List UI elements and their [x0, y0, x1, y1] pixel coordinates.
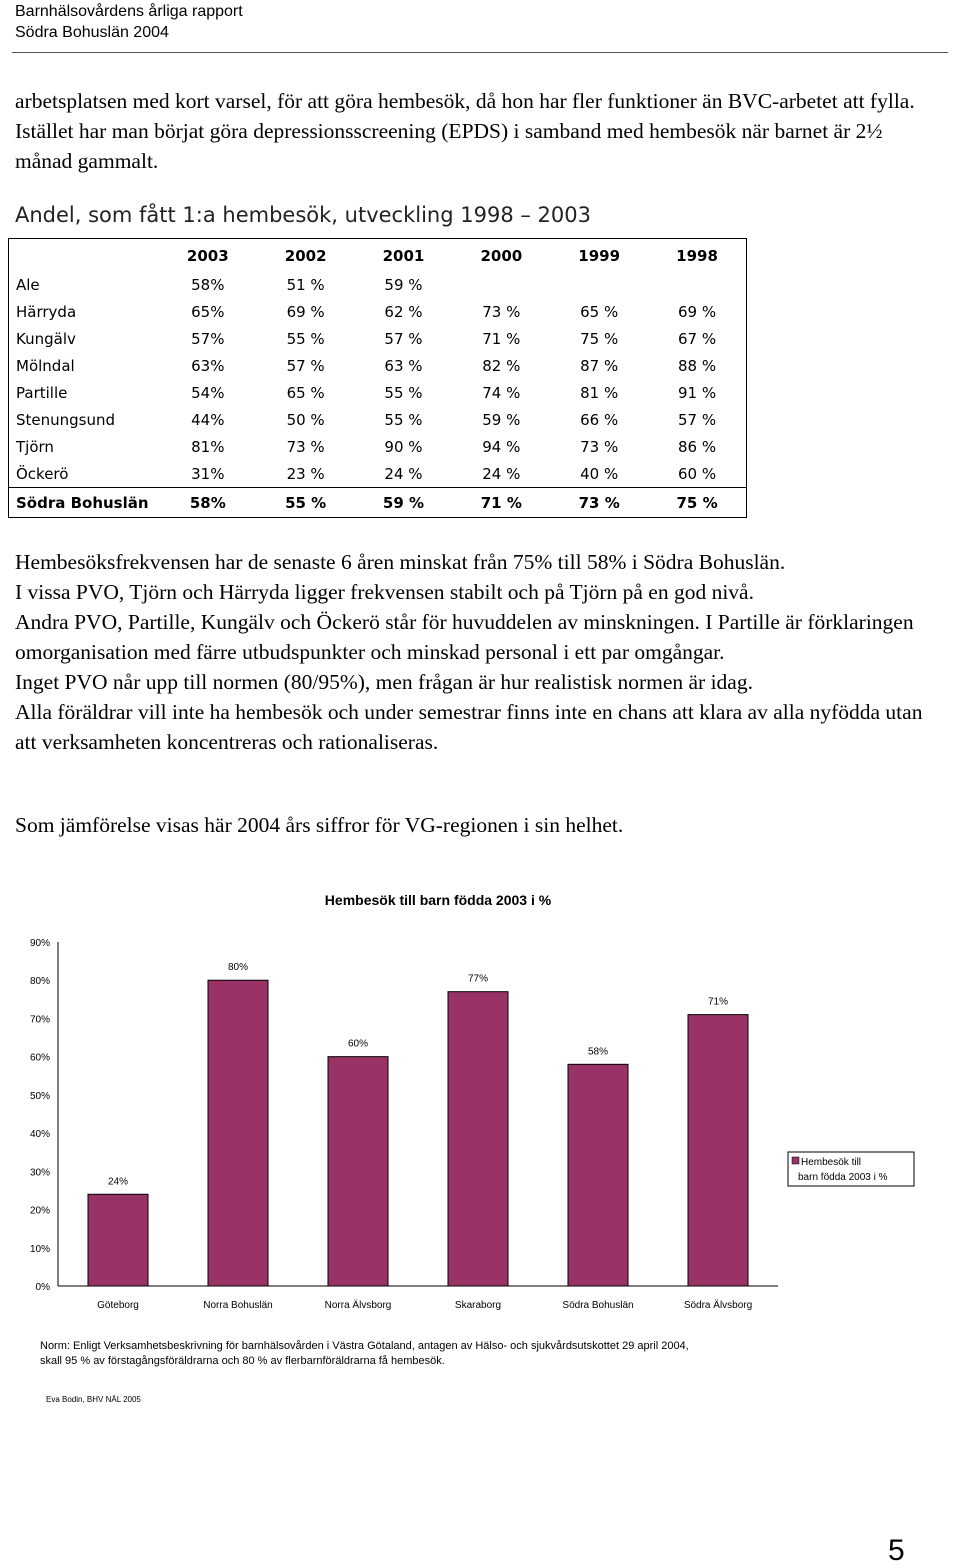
- year-header: 2003: [186, 247, 229, 265]
- table-header-row: [9, 239, 747, 272]
- year-header: 2002: [284, 247, 327, 265]
- analysis-paragraph: I vissa PVO, Tjörn och Härryda ligger frekvensen stabilt och på Tjörn på en god nivå.: [15, 580, 754, 604]
- percentage-cell: 87 %: [580, 356, 619, 375]
- percentage-cell: 59 %: [384, 275, 423, 294]
- y-tick-label: 10%: [29, 1243, 50, 1255]
- percentage-cell: 65 %: [580, 302, 619, 321]
- x-category-label: Södra Älvsborg: [683, 1300, 753, 1311]
- bar-value-label: 71%: [707, 996, 729, 1008]
- percentage-cell: 91 %: [677, 383, 717, 402]
- y-tick-label: 30%: [29, 1167, 50, 1179]
- x-category-label: Göteborg: [97, 1300, 139, 1311]
- table-row: [9, 298, 747, 325]
- analysis-text: [15, 547, 945, 757]
- percentage-cell: 57 %: [286, 356, 325, 375]
- header-rule: [12, 52, 948, 53]
- intro-text: arbetsplatsen med kort varsel, för att göra hembesök, då hon har fler funktioner än BVC-arbetet att fylla. Istället har man börjat göra depressionsscreening (EPDS) i samband med hembesök när barnet är 2½ månad gammalt.: [15, 89, 915, 173]
- home-visit-table: [8, 238, 747, 518]
- legend-label-line: Hembesök till: [801, 1157, 862, 1168]
- bar-chart: [0, 880, 960, 1330]
- y-tick-label: 80%: [29, 976, 50, 988]
- percentage-cell: 57%: [191, 329, 225, 348]
- y-tick-label: 40%: [29, 1129, 50, 1141]
- year-header: 2000: [480, 247, 523, 265]
- x-category-label: Södra Bohuslän: [562, 1300, 634, 1311]
- table-title: Andel, som fått 1:a hembesök, utveckling 1998 – 2003: [15, 203, 591, 227]
- bar: [328, 1057, 388, 1286]
- municipality-name: Ale: [16, 275, 40, 294]
- bar: [88, 1194, 148, 1286]
- table-row: [9, 271, 747, 298]
- percentage-cell: 73 %: [550, 488, 648, 518]
- percentage-cell: 88 %: [677, 356, 717, 375]
- table-row: [9, 433, 747, 460]
- municipality-name: Tjörn: [16, 437, 54, 456]
- percentage-cell: 59 %: [355, 488, 453, 518]
- author-credit: Eva Bodin, BHV NÄL 2005: [46, 1395, 141, 1404]
- x-category-label: Skaraborg: [454, 1300, 502, 1311]
- percentage-cell: 57 %: [677, 410, 717, 429]
- percentage-cell: 65 %: [286, 383, 325, 402]
- percentage-cell: 24 %: [482, 464, 521, 483]
- percentage-cell: 75 %: [580, 329, 619, 348]
- municipality-name: Södra Bohuslän: [9, 488, 159, 518]
- analysis-paragraph: Alla föräldrar vill inte ha hembesök och under semestrar finns inte en chans att klara av alla nyfödda utan att verksamheten koncentreras och rationaliseras.: [15, 700, 923, 754]
- norm-note-line: Norm: Enligt Verksamhetsbeskrivning för barnhälsovården i Västra Götaland, antagen av Hälso- och sjukvårdsutskottet 29 april 2004,: [40, 1340, 689, 1352]
- legend-label-line: barn födda 2003 i %: [798, 1172, 888, 1183]
- percentage-cell: 60 %: [677, 464, 717, 483]
- bar-value-label: 60%: [347, 1038, 369, 1050]
- norm-note-line: skall 95 % av förstagångsföräldrarna och 80 % av flerbarnföräldrarna få hembesök.: [40, 1355, 445, 1367]
- percentage-cell: 50 %: [286, 410, 325, 429]
- chart-title: Hembesök till barn födda 2003 i %: [324, 892, 552, 908]
- y-tick-label: 50%: [29, 1090, 50, 1102]
- percentage-cell: 58%: [191, 275, 225, 294]
- bar: [688, 1015, 748, 1286]
- bar-value-label: 77%: [467, 973, 489, 985]
- table-total-row: [9, 488, 747, 518]
- table-row: [9, 379, 747, 406]
- percentage-cell: 67 %: [677, 329, 717, 348]
- table-row: [9, 460, 747, 488]
- bar: [208, 980, 268, 1286]
- percentage-cell: 71 %: [452, 488, 550, 518]
- percentage-cell: 82 %: [482, 356, 521, 375]
- percentage-cell: 54%: [191, 383, 225, 402]
- percentage-cell: 73 %: [482, 302, 521, 321]
- percentage-cell: 66 %: [580, 410, 619, 429]
- percentage-cell: 86 %: [677, 437, 717, 456]
- running-header: [15, 1, 243, 43]
- analysis-paragraph: Inget PVO når upp till normen (80/95%), men frågan är hur realistisk normen är idag.: [15, 670, 753, 694]
- percentage-cell: 81%: [191, 437, 225, 456]
- year-header: 2001: [382, 247, 425, 265]
- page-number: 5: [888, 1534, 905, 1567]
- percentage-cell: 94 %: [482, 437, 521, 456]
- percentage-cell: [452, 271, 550, 298]
- percentage-cell: 59 %: [482, 410, 521, 429]
- x-category-label: Norra Bohuslän: [203, 1300, 273, 1311]
- percentage-cell: 31%: [191, 464, 225, 483]
- year-header: 1999: [578, 247, 621, 265]
- municipality-name: Härryda: [16, 302, 77, 321]
- bar-value-label: 24%: [107, 1176, 129, 1188]
- bar-value-label: 58%: [587, 1046, 609, 1058]
- percentage-cell: 69 %: [677, 302, 717, 321]
- percentage-cell: 81 %: [580, 383, 619, 402]
- percentage-cell: 71 %: [482, 329, 521, 348]
- intro-paragraph: [15, 86, 945, 176]
- percentage-cell: 74 %: [482, 383, 521, 402]
- y-tick-label: 20%: [29, 1205, 50, 1217]
- percentage-cell: 69 %: [286, 302, 325, 321]
- percentage-cell: 24 %: [384, 464, 423, 483]
- percentage-cell: 58%: [159, 488, 257, 518]
- analysis-paragraph: Andra PVO, Partille, Kungälv och Öckerö står för huvuddelen av minskningen. I Partille är förklaringen omorganisation med färre utbudspunkter och minskad personal i ett par omgångar.: [15, 610, 914, 664]
- header-subtitle: Södra Bohuslän 2004: [15, 24, 169, 41]
- percentage-cell: 57 %: [384, 329, 423, 348]
- table-header-blank: [9, 239, 159, 272]
- table-row: [9, 352, 747, 379]
- municipality-name: Öckerö: [16, 464, 69, 483]
- header-title: Barnhälsovårdens årliga rapport: [15, 3, 243, 20]
- percentage-cell: 73 %: [286, 437, 325, 456]
- percentage-cell: 90 %: [384, 437, 423, 456]
- percentage-cell: 44%: [191, 410, 225, 429]
- municipality-name: Kungälv: [16, 329, 76, 348]
- percentage-cell: 63 %: [384, 356, 423, 375]
- percentage-cell: 75 %: [648, 488, 746, 518]
- municipality-name: Partille: [16, 383, 68, 402]
- percentage-cell: 51 %: [286, 275, 325, 294]
- y-tick-label: 90%: [29, 938, 50, 949]
- municipality-name: Stenungsund: [16, 410, 116, 429]
- percentage-cell: 55 %: [257, 488, 355, 518]
- municipality-name: Mölndal: [16, 356, 75, 375]
- table-row: [9, 325, 747, 352]
- year-header: 1998: [676, 247, 718, 265]
- y-tick-label: 60%: [29, 1052, 50, 1064]
- bar: [568, 1064, 628, 1286]
- percentage-cell: 40 %: [580, 464, 619, 483]
- table-row: [9, 406, 747, 433]
- percentage-cell: 62 %: [384, 302, 423, 321]
- y-tick-label: 0%: [35, 1282, 50, 1293]
- percentage-cell: 55 %: [286, 329, 325, 348]
- bar: [448, 992, 508, 1286]
- percentage-cell: [550, 271, 648, 298]
- percentage-cell: 23 %: [286, 464, 325, 483]
- percentage-cell: 55 %: [384, 383, 423, 402]
- percentage-cell: 73 %: [580, 437, 619, 456]
- percentage-cell: 55 %: [384, 410, 423, 429]
- bar-value-label: 80%: [227, 962, 249, 974]
- percentage-cell: 65%: [191, 302, 225, 321]
- analysis-paragraph: Hembesöksfrekvensen har de senaste 6 åren minskat från 75% till 58% i Södra Bohuslän.: [15, 550, 786, 574]
- norm-note: [40, 1339, 689, 1369]
- comparison-text: Som jämförelse visas här 2004 års siffror för VG-regionen i sin helhet.: [15, 813, 624, 837]
- percentage-cell: 63%: [191, 356, 225, 375]
- x-category-label: Norra Älvsborg: [324, 1300, 392, 1311]
- y-tick-label: 70%: [29, 1014, 50, 1026]
- legend-swatch: [792, 1157, 799, 1164]
- percentage-cell: [648, 271, 746, 298]
